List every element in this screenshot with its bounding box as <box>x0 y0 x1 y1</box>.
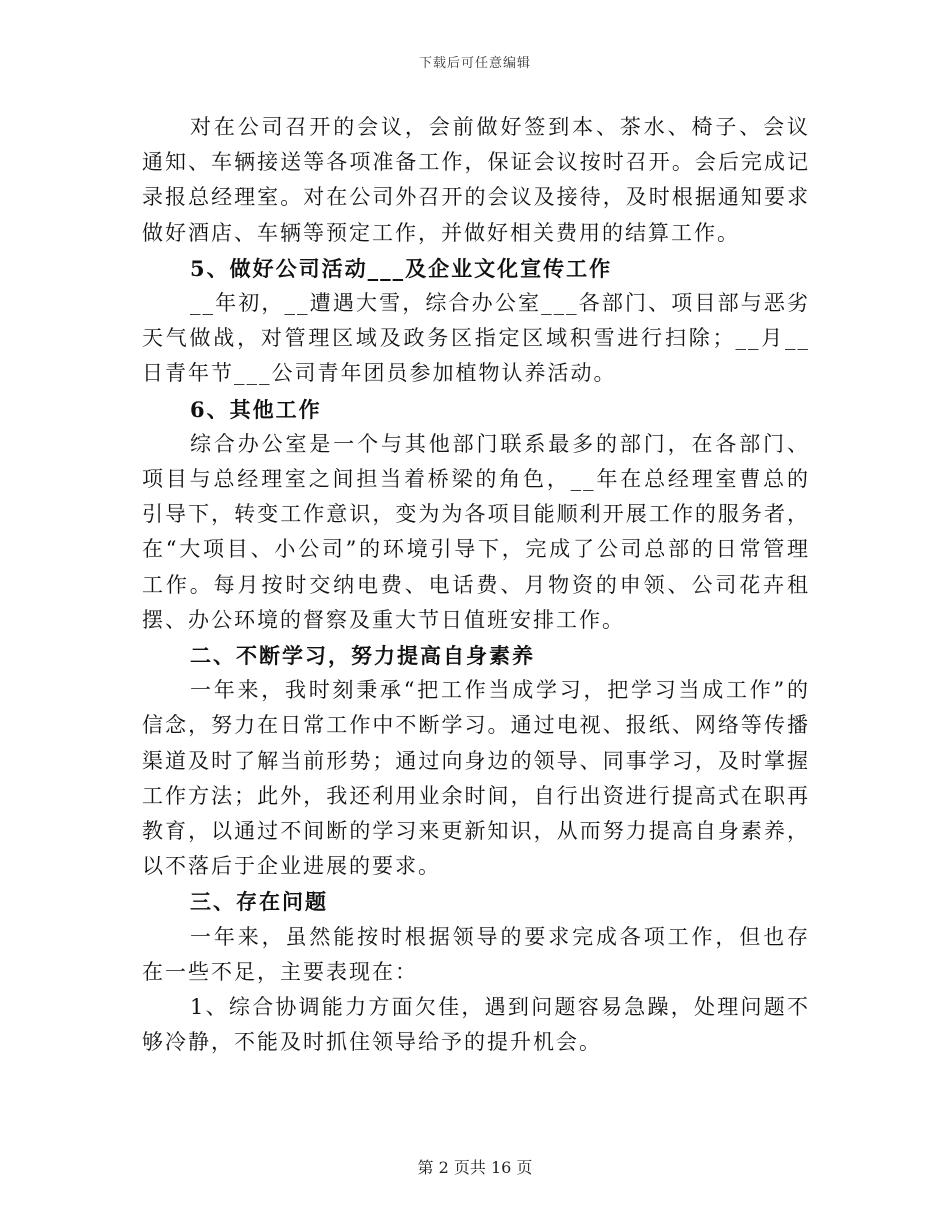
section-heading-continuous-learning: 二、不断学习，努力提高自身素养 <box>190 643 535 669</box>
paragraph-problem-1: 1、综合协调能力方面欠佳，遇到问题容易急躁，处理问题不够冷静，不能及时抓住领导给予的提升机会。 <box>142 995 810 1055</box>
page-footer: 第 2 页共 16 页 <box>417 1158 533 1177</box>
paragraph-snow-and-youth-day: __年初，__遭遇大雪，综合办公室___各部门、项目部与恶劣天气做战，对管理区域及政务区指定区域积雪进行扫除；__月__日青年节___公司青年团员参加植物认养活动。 <box>142 291 810 386</box>
section-heading-company-activities: 5、做好公司活动___及企业文化宣传工作 <box>190 255 613 281</box>
page-header: 下载后可任意编辑 <box>418 56 531 71</box>
section-heading-existing-problems: 三、存在问题 <box>190 889 328 915</box>
section-heading-other-work: 6、其他工作 <box>190 396 322 422</box>
document-body <box>142 110 810 1060</box>
paragraph-problems-intro: 一年来，虽然能按时根据领导的要求完成各项工作，但也存在一些不足，主要表现在： <box>142 924 810 984</box>
paragraph-general-office-role: 综合办公室是一个与其他部门联系最多的部门，在各部门、项目与总经理室之间担当着桥梁的角色，__年在总经理室曹总的引导下，转变工作意识，变为为各项目能顺利开展工作的服务者，在“大项目、小公司”的环境引导下，完成了公司总部的日常管理工作。每月按时交纳电费、电话费、月物资的申领、公司花卉租摆、办公环境的督察及重大节日值班安排工作。 <box>142 431 810 632</box>
paragraph-learning-details: 一年来，我时刻秉承“把工作当成学习，把学习当成工作”的信念，努力在日常工作中不断学习。通过电视、报纸、网络等传播渠道及时了解当前形势；通过向身边的领导、同事学习，及时掌握工作方法；此外，我还利用业余时间，自行出资进行提高式在职再教育，以通过不间断的学习来更新知识，从而努力提高自身素养，以不落后于企业进展的要求。 <box>142 678 810 879</box>
paragraph-meeting-prep: 对在公司召开的会议，会前做好签到本、茶水、椅子、会议通知、车辆接送等各项准备工作，保证会议按时召开。会后完成记录报总经理室。对在公司外召开的会议及接待，及时根据通知要求做好酒店、车辆等预定工作，并做好相关费用的结算工作。 <box>142 115 810 245</box>
